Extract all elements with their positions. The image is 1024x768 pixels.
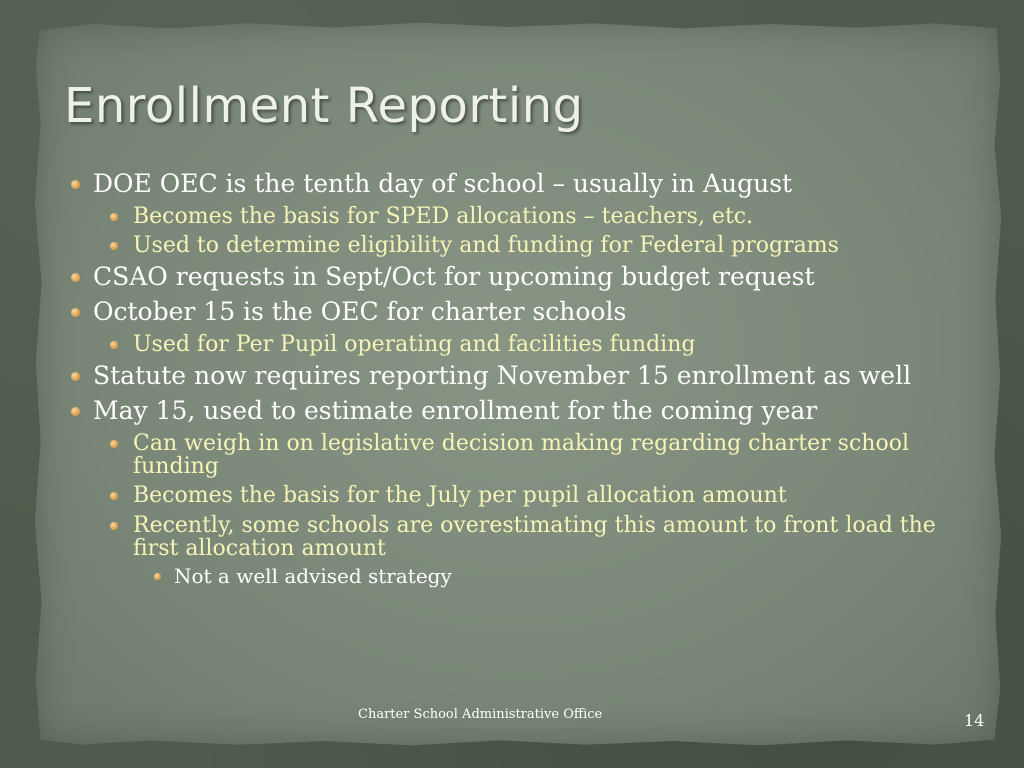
slide-content — [70, 170, 970, 593]
bullet-dot-icon — [154, 573, 161, 580]
bullet-text: DOE OEC is the tenth day of school – usually in August — [93, 169, 793, 198]
sub-bullet-item — [70, 514, 970, 560]
bullet-item — [70, 263, 970, 290]
sub-bullet-item — [70, 234, 970, 257]
bullet-text: Becomes the basis for SPED allocations – teachers, etc. — [133, 204, 754, 229]
bullet-dot-icon — [110, 492, 118, 500]
sub-bullet-item — [70, 333, 970, 356]
slide-title: Enrollment Reporting — [64, 78, 584, 134]
bullet-dot-icon — [71, 407, 80, 416]
bullet-dot-icon — [71, 180, 80, 189]
sub-bullet-item — [70, 484, 970, 507]
page-number: 14 — [964, 711, 985, 730]
bullet-text: Can weigh in on legislative decision making regarding charter school funding — [133, 431, 909, 480]
sub-sub-bullet-item — [70, 563, 970, 588]
bullet-text: Not a well advised strategy — [174, 563, 452, 588]
bullet-dot-icon — [71, 372, 80, 381]
bullet-text: May 15, used to estimate enrollment for the coming year — [93, 396, 818, 426]
bullet-dot-icon — [110, 341, 118, 349]
bullet-dot-icon — [110, 522, 118, 530]
bullet-item — [70, 170, 970, 197]
bullet-text: Recently, some schools are overestimating this amount to front load the first allocation amount — [133, 512, 936, 561]
bullet-item — [70, 397, 970, 424]
bullet-text: Becomes the basis for the July per pupil allocation amount — [133, 483, 787, 509]
sub-bullet-item — [70, 432, 970, 478]
bullet-item — [70, 362, 970, 389]
sub-bullet-item — [70, 205, 970, 228]
bullet-text: CSAO requests in Sept/Oct for upcoming budget request — [93, 262, 815, 292]
bullet-text: Statute now requires reporting November 15 enrollment as well — [93, 361, 912, 391]
bullet-dot-icon — [110, 440, 118, 448]
bullet-dot-icon — [71, 273, 80, 282]
bullet-dot-icon — [110, 242, 118, 250]
slide-footer: Charter School Administrative Office — [358, 707, 603, 722]
bullet-text: Used to determine eligibility and funding for Federal programs — [133, 233, 839, 259]
bullet-item — [70, 298, 970, 325]
bullet-dot-icon — [110, 213, 118, 221]
bullet-text: October 15 is the OEC for charter schools — [93, 297, 627, 327]
bullet-text: Used for Per Pupil operating and facilities funding — [133, 332, 696, 358]
bullet-dot-icon — [71, 308, 80, 317]
